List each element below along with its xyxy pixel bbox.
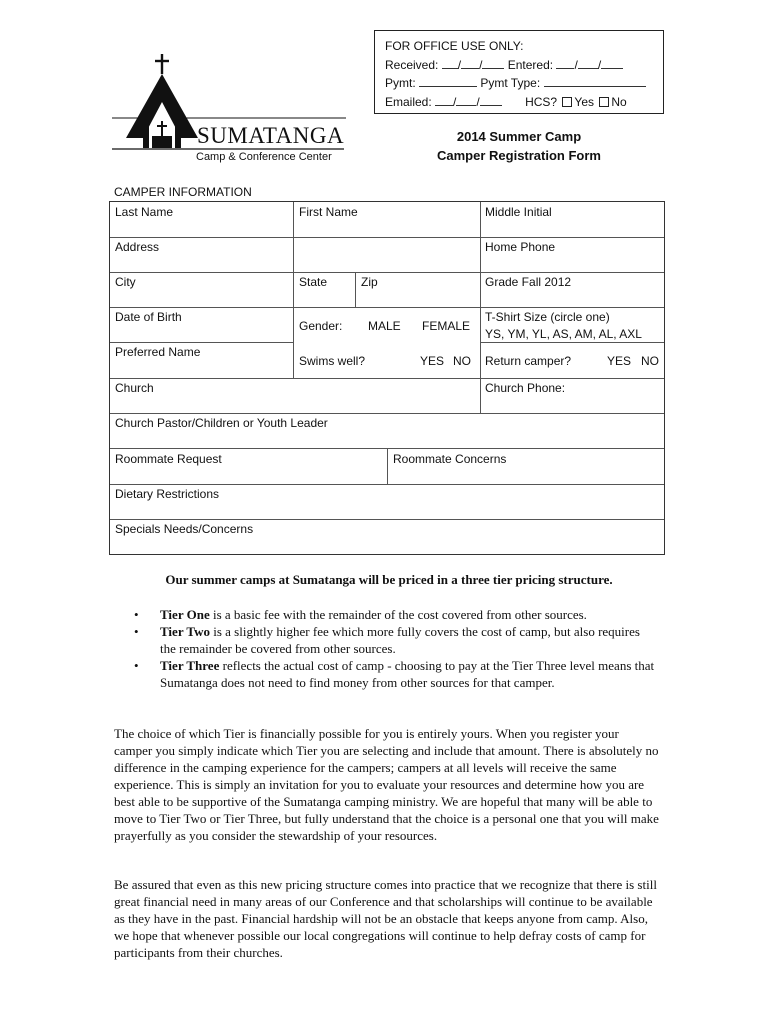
office-pymt-row: Pymt: Pymt Type: [385,74,653,93]
emailed-day-field[interactable] [456,93,476,106]
city-field[interactable]: City [115,275,136,289]
dob-field[interactable]: Date of Birth [115,310,182,324]
entered-day-field[interactable] [578,56,598,69]
entered-month-field[interactable] [556,56,574,69]
return-no-option[interactable]: NO [641,354,659,368]
pymt-type-field[interactable] [544,74,646,87]
list-item: • Tier One is a basic fee with the remainder of the cost covered from other sources. [134,607,587,622]
zip-field[interactable]: Zip [361,275,378,289]
tier-list [114,606,659,691]
list-item: • Tier Three reflects the actual cost of camp - choosing to pay at the Tier Three level means that Sumatanga does not need to find money from other sources for that camper. [134,658,655,690]
camper-info-label: CAMPER INFORMATION [114,185,252,199]
address-field[interactable]: Address [115,240,160,254]
first-name-field[interactable]: First Name [299,205,358,219]
received-month-field[interactable] [442,56,458,69]
return-yes-option[interactable]: YES [607,354,632,368]
roommate-request-field[interactable]: Roommate Request [115,452,222,466]
form-title-line1: 2014 Summer Camp [456,129,582,144]
church-field[interactable]: Church [115,381,154,395]
logo-subtitle: Camp & Conference Center [196,151,332,163]
tshirt-size-label: T-Shirt Size (circle one) [485,310,610,324]
gender-female-option[interactable]: FEMALE [422,319,471,333]
return-camper-label: Return camper? [485,354,572,368]
gender-male-option[interactable]: MALE [368,319,401,333]
entered-year-field[interactable] [601,56,623,69]
state-field[interactable]: State [299,275,328,289]
special-needs-field[interactable]: Specials Needs/Concerns [115,522,254,536]
received-day-field[interactable] [461,56,479,69]
emailed-year-field[interactable] [480,93,502,106]
form-title-line2: Camper Registration Form [437,148,601,163]
grade-field[interactable]: Grade Fall 2012 [485,275,572,289]
pricing-paragraph-2: Be assured that even as this new pricing structure comes into practice that we recognize that there is still great financial need in many areas of our Conference and that scholarships will continue to be available as they have in the past. Financial hardship will not be an obstacle that keeps anyone from camp. Also, we hope that whenever possible our local congregations will continue to help defray costs of camp for participants from their churches. [114,877,657,960]
logo-wordmark: SUMATANGA [197,123,345,148]
list-item: • Tier Two is a slightly higher fee which more fully covers the cost of camp, but also requires the remainder be covered from other sources. [134,624,640,656]
roommate-concerns-field[interactable]: Roommate Concerns [393,452,507,466]
office-emailed-row: Emailed: / / HCS? Yes No [385,94,627,109]
church-phone-field[interactable]: Church Phone: [485,381,566,395]
last-name-field[interactable]: Last Name [115,205,174,219]
tshirt-size-options[interactable]: YS, YM, YL, AS, AM, AL, AXL [485,327,642,341]
pricing-paragraph-1: The choice of which Tier is financially possible for you is entirely yours. When you register your camper you simply indicate which Tier you are selecting and include that amount. There is absolutely no difference in the camping experience for the campers; campers at all levels will receive the same experience. This is simply an invitation for you to evaluate your resources and determine how you are best able to be supportive of the Sumatanga camping ministry. We are hopeful that many will be able to move to Tier Two or Tier Three, but fully understand that the choice is a personal one that you will make prayerfully as you consider the stewardship of your resources. [114,726,659,843]
emailed-month-field[interactable] [435,93,453,106]
middle-initial-field[interactable]: Middle Initial [485,205,552,219]
office-title: FOR OFFICE USE ONLY: [385,39,524,53]
camper-info-form [109,201,665,555]
office-use-box [374,30,664,114]
pastor-field[interactable]: Church Pastor/Children or Youth Leader [115,416,328,430]
home-phone-field[interactable]: Home Phone [485,240,556,254]
office-received-row: Received: / / Entered: / / [385,56,653,75]
hcs-no-checkbox[interactable] [599,97,609,107]
dietary-field[interactable]: Dietary Restrictions [115,487,220,501]
pricing-heading: Our summer camps at Sumatanga will be priced in a three tier pricing structure. [165,572,613,587]
preferred-name-field[interactable]: Preferred Name [115,345,201,359]
swims-no-option[interactable]: NO [453,354,471,368]
hcs-yes-checkbox[interactable] [562,97,572,107]
swims-yes-option[interactable]: YES [420,354,445,368]
pymt-field[interactable] [419,74,477,87]
gender-label: Gender: [299,319,343,333]
received-year-field[interactable] [482,56,504,69]
swims-well-label: Swims well? [299,354,366,368]
